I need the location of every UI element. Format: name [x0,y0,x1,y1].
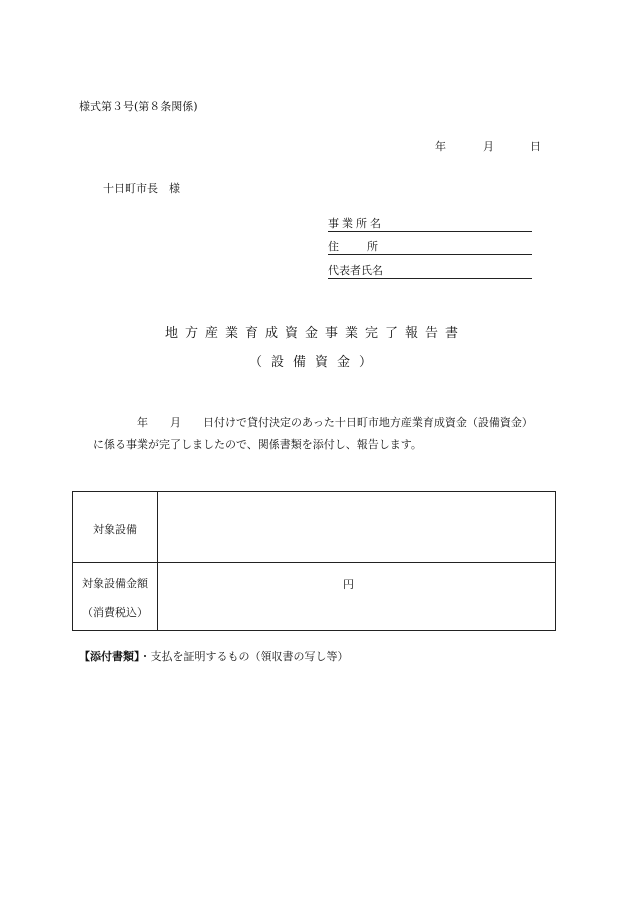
date-month: 月 [483,140,494,153]
tax-included-note: （消費税込） [82,606,148,619]
addressee: 十日町市長 様 [103,182,180,195]
address-field[interactable] [328,238,532,255]
table-column-divider [157,492,158,630]
address-label: 住所 [328,240,406,253]
equipment-label: 対象設備 [93,523,137,536]
representative-label: 代表者氏名 [328,264,383,277]
attachment-label: 【添付書類】 [79,650,140,663]
representative-field[interactable] [328,262,532,279]
office-name-label: 事業所名 [328,217,384,230]
document-subtitle: （設備資金） [248,355,381,370]
equipment-table [72,491,556,631]
date-year: 年 [435,140,446,153]
document-title: 地方産業育成資金事業完了報告書 [164,326,465,341]
attachment-text: ・支払を証明するもの（領収書の写し等） [139,650,349,663]
attachment-note [79,648,349,664]
amount-label: 対象設備金額 [82,577,148,590]
body-text-line-2: に係る事業が完了しましたので、関係書類を添付し、報告します。 [93,438,422,451]
date-day: 日 [530,140,541,153]
form-number: 様式第３号(第８条関係) [79,100,198,113]
yen-unit: 円 [343,578,354,591]
table-row-divider [73,562,555,563]
office-name-field[interactable] [328,215,532,232]
body-text-line-1: 年 月 日付けで貸付決定のあった十日町市地方産業育成資金（設備資金） [137,416,533,429]
